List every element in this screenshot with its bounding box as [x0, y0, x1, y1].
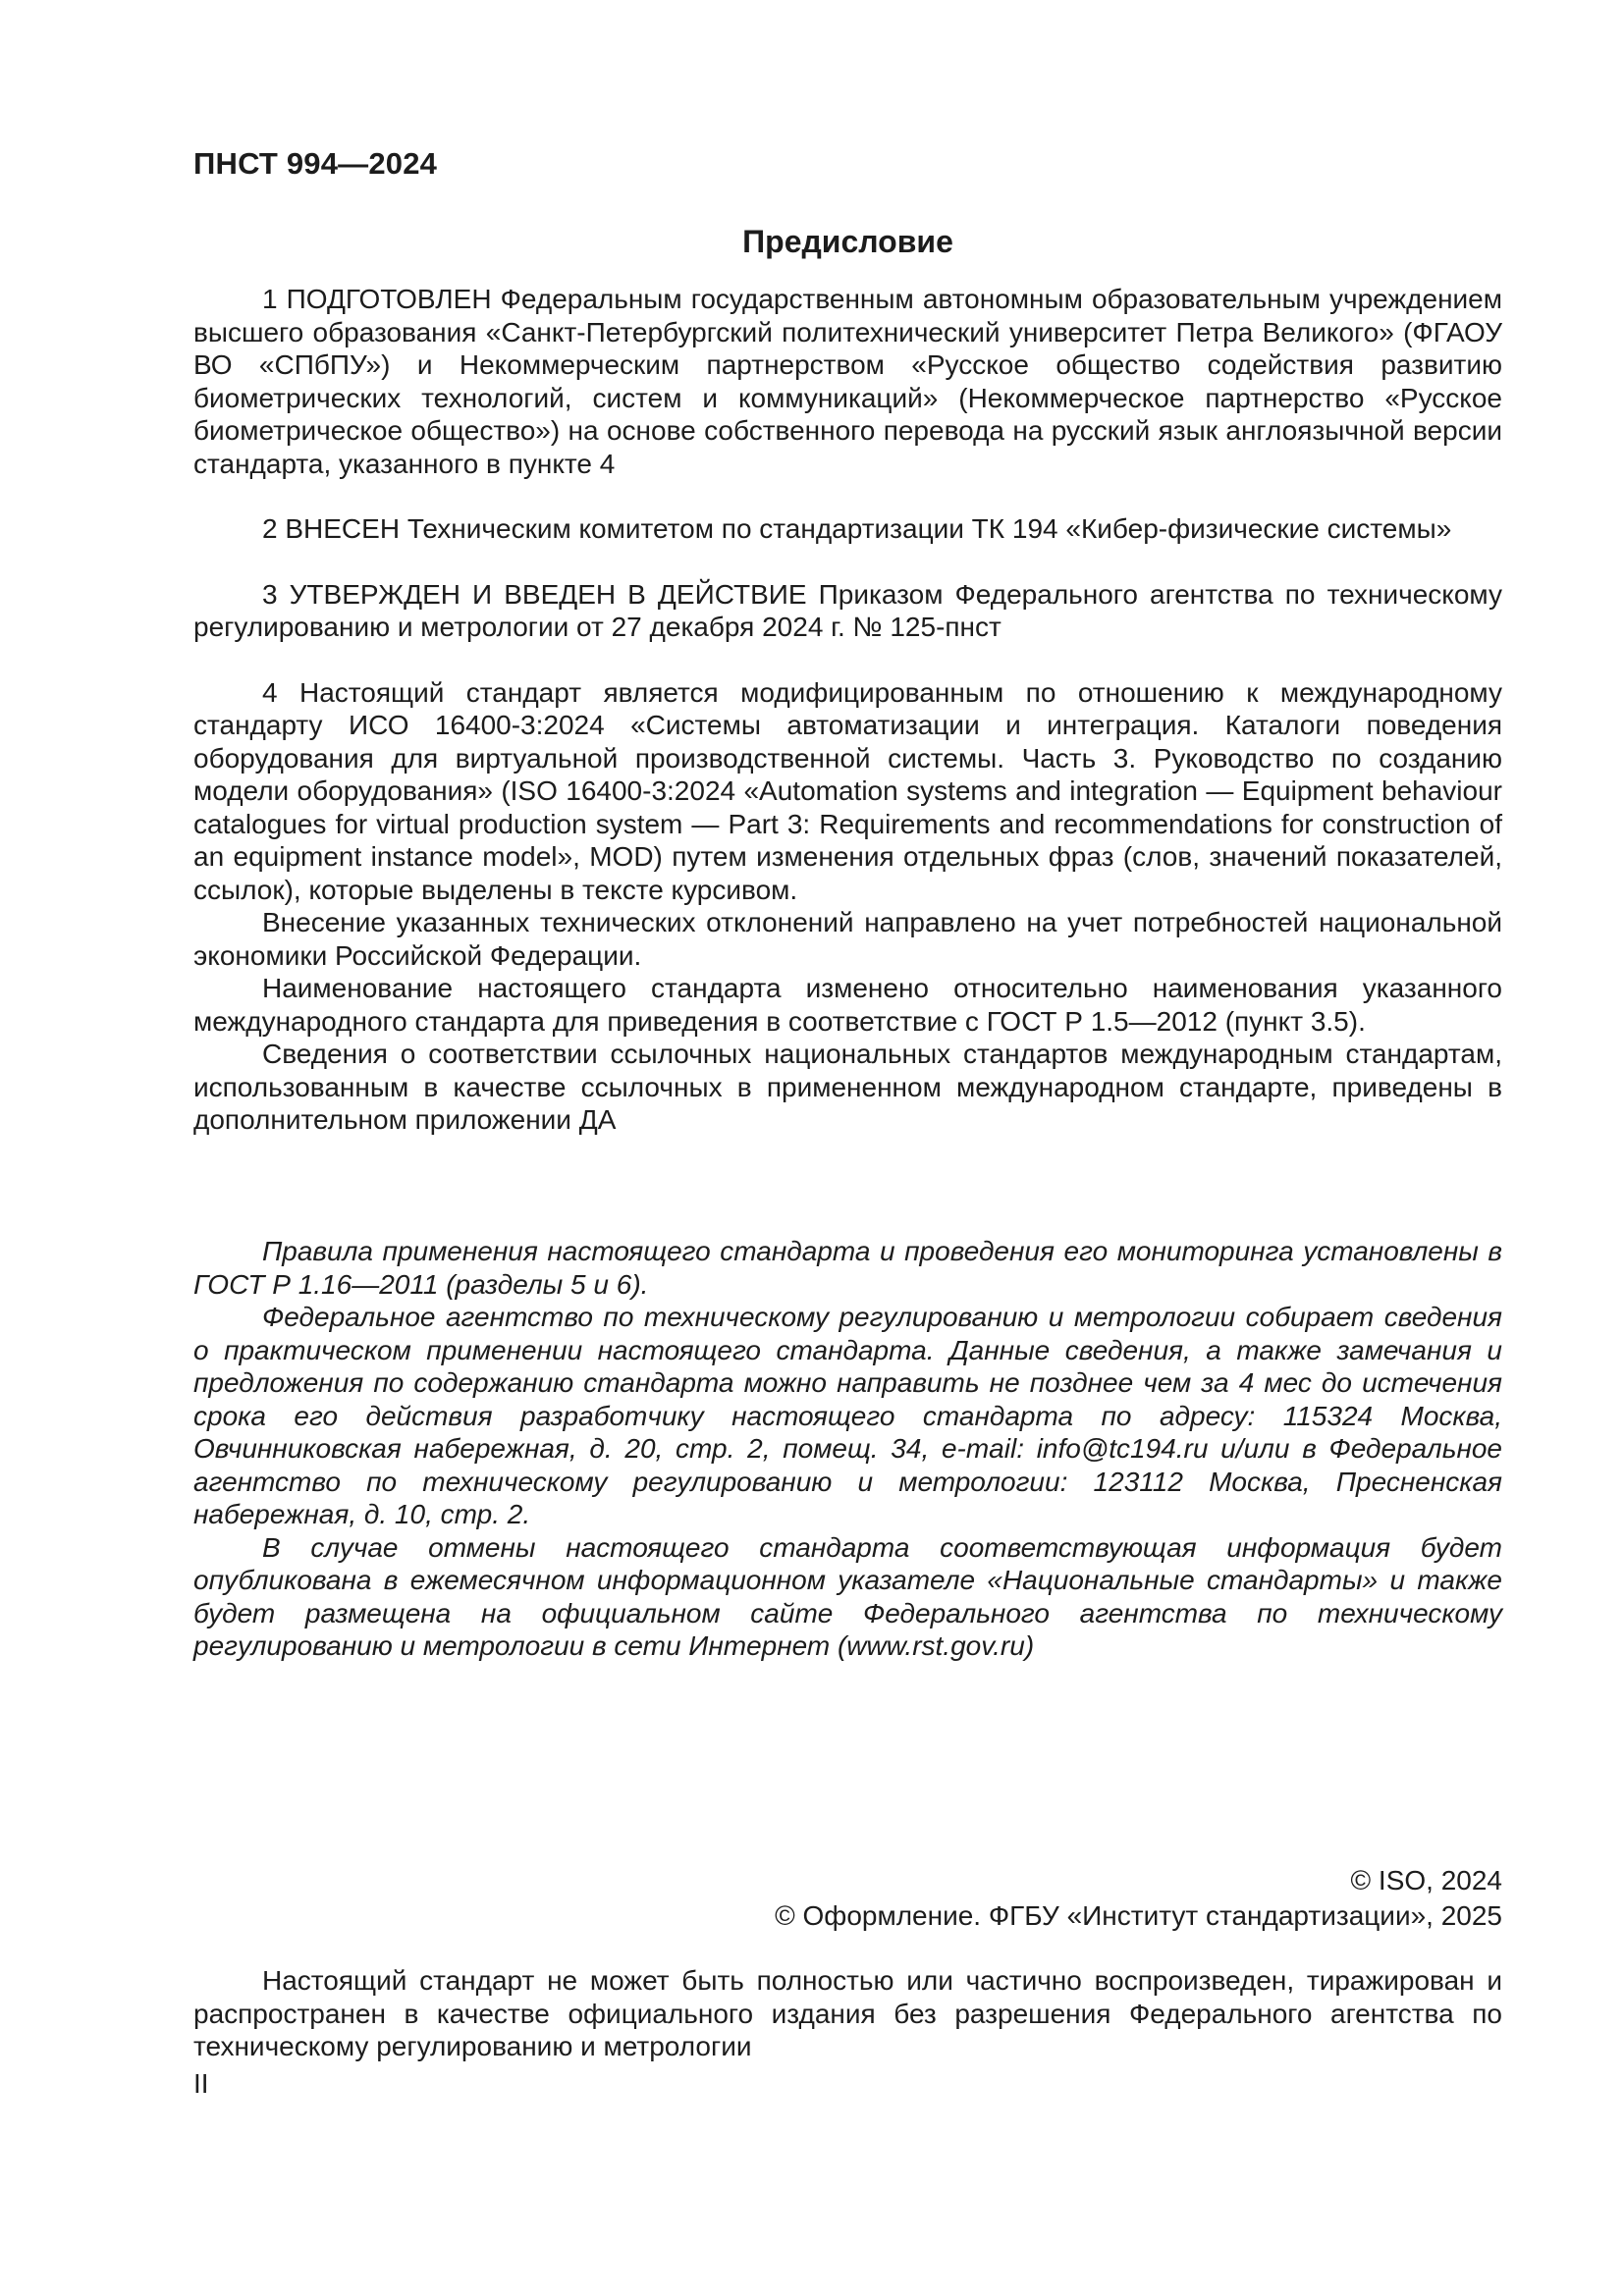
foreword-paragraph-renaming: Наименование настоящего стандарта изменено относительно наименования указанного международного стандарта для приведения в соответствие с ГОСТ Р 1.5—2012 (пункт 3.5). — [193, 973, 1502, 1037]
note-paragraph-cancellation-info: В случае отмены настоящего стандарта соответствующая информация будет опубликована в ежемесячном информационном указателе «Национальные стандарты» и также будет размещена на официальном сайте Федерального агентства по техническому регулированию и метрологии в сети Интернет (www.rst.gov.ru) — [193, 1531, 1502, 1661]
restriction-paragraph: Настоящий стандарт не может быть полностью или частично воспроизведен, тиражирован и распространен в качестве официального издания без разрешения Федерального агентства по техническому регулированию и метрологии — [193, 1965, 1502, 2061]
foreword-paragraph-approved: 3 УТВЕРЖДЕН И ВВЕДЕН В ДЕЙСТВИЕ Приказом Федерального агентства по техническому регулированию и метрологии от 27 декабря 2024 г. № 125-пнст — [193, 578, 1502, 642]
copyright-iso-line: © ISO, 2024 — [1350, 1865, 1502, 1896]
foreword-paragraph-submitted: 2 ВНЕСЕН Техническим комитетом по стандартизации ТК 194 «Кибер-физические системы» — [262, 513, 1452, 544]
foreword-paragraph-modified-standard: 4 Настоящий стандарт является модифицированным по отношению к международному стандарту ИСО 16400-3:2024 «Системы автоматизации и интеграция. Каталоги поведения оборудования для виртуальной производственной системы. Часть 3. Руководство по созданию модели оборудования» (ISO 16400-3:2024 «Automation systems and integration — Equipment behaviour catalogues for virtual production system — Part 3: Requirements and recommendations for construction of an equipment instance model», MOD) путем изменения отдельных фраз (слов, значений показателей, ссылок), которые выделены в тексте курсивом. — [193, 676, 1502, 905]
page-number: II — [193, 2068, 209, 2099]
doc-code: ПНСТ 994—2024 — [193, 146, 438, 181]
reproduction-restriction — [193, 1964, 1502, 2063]
copyright-block — [193, 1863, 1502, 1934]
foreword-paragraph-reference-info: Сведения о соответствии ссылочных национальных стандартов международным стандартам, использованным в качестве ссылочных в примененном международном стандарте, приведены в дополнительном приложении ДА — [193, 1039, 1502, 1135]
page-title: Предисловие — [742, 224, 953, 259]
foreword-paragraph-deviations: Внесение указанных технических отклонений направлено на учет потребностей национальной экономики Российской Федерации. — [193, 907, 1502, 971]
note-paragraph-rules: Правила применения настоящего стандарта и проведения его мониторинга установлены в ГОСТ Р 1.16—2011 (разделы 5 и 6). — [193, 1236, 1502, 1300]
note-paragraph-feedback-address: Федеральное агентство по техническому регулированию и метрологии собирает сведения о практическом применении настоящего стандарта. Данные сведения, а также замечания и предложения по содержанию стандарта можно направить не позднее чем за 4 мес до истечения срока его действия разработчику настоящего стандарта по адресу: 115324 Москва, Овчинниковская набережная, д. 20, стр. 2, помещ. 34, e-mail: info@tc194.ru и/или в Федеральное агентство по техническому регулированию и метрологии: 123112 Москва, Пресненская набережная, д. 10, стр. 2. — [193, 1302, 1502, 1529]
application-rules-note — [193, 1235, 1502, 1663]
copyright-design-line: © Оформление. ФГБУ «Институт стандартизации», 2025 — [775, 1900, 1502, 1931]
foreword-paragraph-prepared: 1 ПОДГОТОВЛЕН Федеральным государственным автономным образовательным учреждением высшего образования «Санкт-Петербургский политехнический университет Петра Великого» (ФГАОУ ВО «СПбПУ») и Некоммерческим партнерством «Русское общество содействия развитию биометрических технологий, систем и коммуникаций» (Некоммерческое партнерство «Русское биометрическое общество») на основе собственного перевода на русский язык англоязычной версии стандарта, указанного в пункте 4 — [193, 284, 1502, 479]
foreword-section — [193, 283, 1502, 1137]
